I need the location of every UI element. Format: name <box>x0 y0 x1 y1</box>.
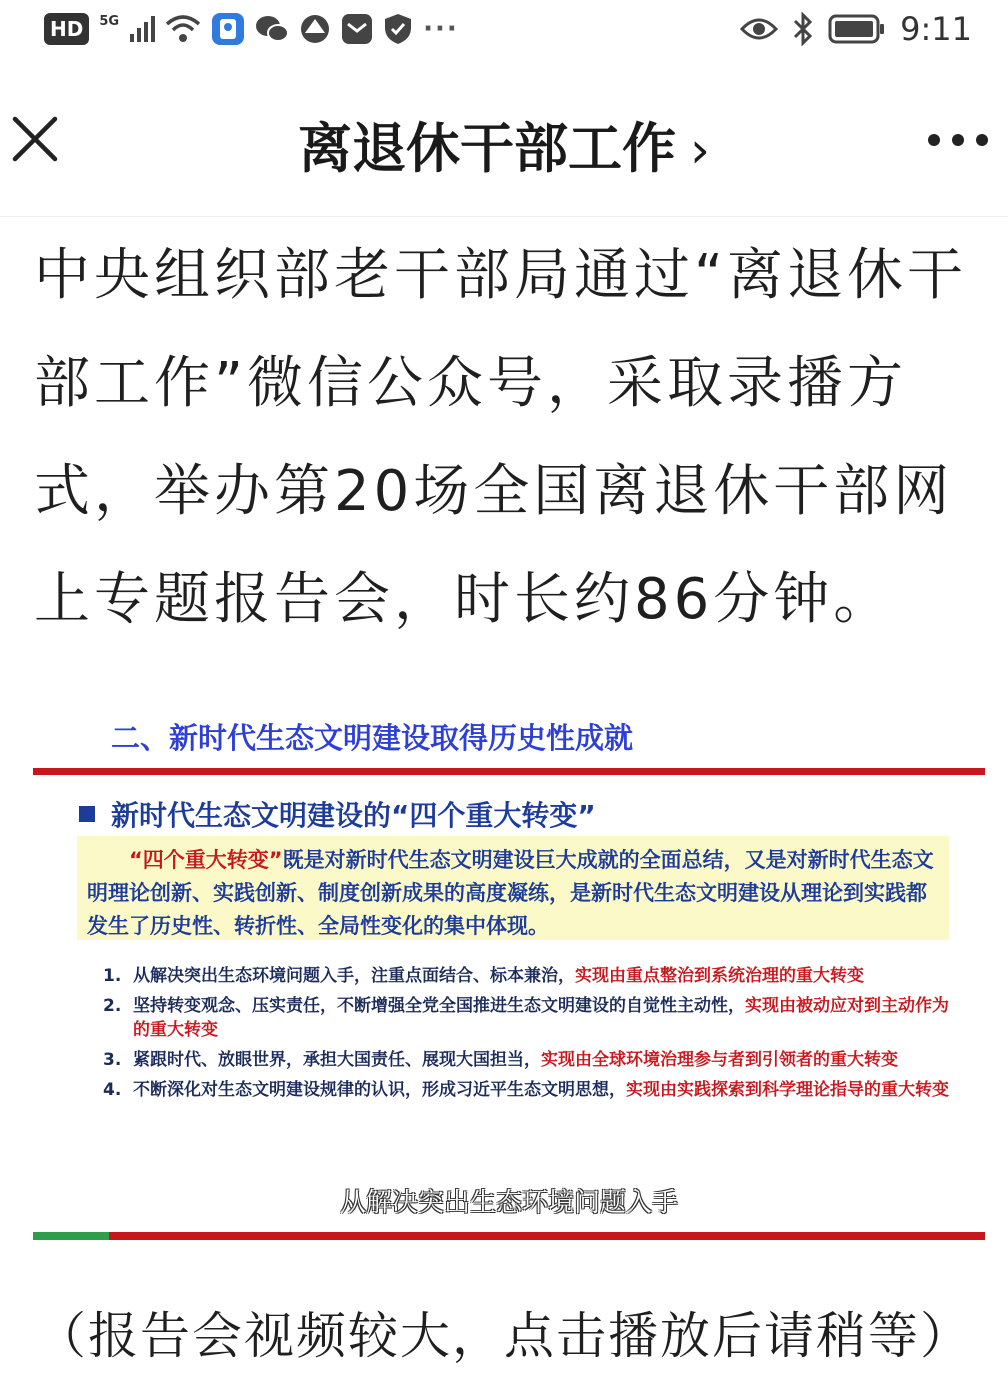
list-text-red: 实现由实践探索到科学理论指导的重大转变 <box>626 1080 949 1100</box>
slide-highlight-text <box>87 844 939 943</box>
signal-icon <box>129 14 155 44</box>
highlight-red-text: “四个重大转变” <box>129 848 283 872</box>
video-progress-fill <box>33 1232 109 1240</box>
browser-icon <box>299 13 331 45</box>
list-item <box>103 1078 953 1102</box>
list-number: 3. <box>103 1050 122 1070</box>
list-item <box>103 1048 953 1072</box>
article-paragraph: 中央组织部老干部局通过“离退休干部工作”微信公众号，采取录播方式，举办第20场全国离退休干部网上专题报告会，时长约86分钟。 <box>34 243 968 632</box>
list-item <box>103 994 953 1042</box>
page-title: 离退休干部工作 <box>298 117 676 180</box>
mail-icon <box>341 13 373 45</box>
list-text-red: 实现由重点整治到系统治理的重大转变 <box>575 966 864 986</box>
list-text <box>133 1078 949 1102</box>
slide-subtitle-text: 新时代生态文明建设的“四个重大转变” <box>111 799 596 832</box>
list-text-plain: 从解决突出生态环境问题入手，注重点面结合、标本兼治， <box>133 966 575 986</box>
list-number: 1. <box>103 966 122 986</box>
slide-subtitle <box>79 794 596 834</box>
status-bar-left <box>44 12 459 46</box>
list-text-red: 实现由被动应对到主动作为的重大转变 <box>133 996 949 1040</box>
video-subtitle: 从解决突出生态环境问题入手 <box>339 1188 678 1218</box>
wifi-icon <box>165 14 201 44</box>
list-text <box>133 964 864 988</box>
list-text-plain: 坚持转变观念、压实责任，不断增强全党全国推进生态文明建设的自觉性主动性， <box>133 996 745 1016</box>
more-menu-icon <box>926 122 990 158</box>
highlight-body-text: 既是对新时代生态文明建设巨大成就的全面总结，又是对新时代生态文明理论创新、实践创新、制度创新成果的高度凝练，是新时代生态文明建设从理论到实践都发生了历史性、转折性、全局性变化的集中体现。 <box>87 848 934 938</box>
video-note: （报告会视频较大，点击播放后请稍等） <box>36 1307 972 1365</box>
slide-divider <box>33 768 985 775</box>
network-type: 5G <box>99 13 120 29</box>
account-title-link[interactable] <box>0 106 1008 183</box>
status-bar-right <box>740 10 972 48</box>
list-text-red: 实现由全球环境治理参与者到引领者的重大转变 <box>541 1050 898 1070</box>
list-text-plain: 不断深化对生态文明建设规律的认识，形成习近平生态文明思想， <box>133 1080 626 1100</box>
battery-icon <box>828 14 886 44</box>
list-number: 2. <box>103 996 122 1016</box>
video-progress-bar[interactable] <box>33 1232 985 1240</box>
slide-list <box>103 964 953 1108</box>
list-text <box>133 1048 898 1072</box>
hd-badge: HD <box>44 13 89 45</box>
bluetooth-icon <box>792 12 814 46</box>
slide-title: 二、新时代生态文明建设取得历史性成就 <box>111 721 634 755</box>
clock: 9:11 <box>900 10 972 48</box>
list-text <box>133 994 953 1042</box>
video-player[interactable] <box>33 688 985 1240</box>
list-item <box>103 964 953 988</box>
more-icon: ··· <box>423 14 459 44</box>
list-text-plain: 紧跟时代、放眼世界，承担大国责任、展现大国担当， <box>133 1050 541 1070</box>
slide-highlight-box <box>77 836 949 940</box>
status-bar <box>0 0 1008 68</box>
wechat-icon <box>255 14 289 44</box>
square-bullet-icon <box>79 806 95 822</box>
shield-icon <box>383 13 413 45</box>
eye-icon <box>740 15 778 43</box>
app-icon <box>211 12 245 46</box>
title-bar <box>0 70 1008 217</box>
chevron-right-icon: › <box>690 121 710 179</box>
list-number: 4. <box>103 1080 122 1100</box>
more-menu-button[interactable] <box>926 122 990 158</box>
